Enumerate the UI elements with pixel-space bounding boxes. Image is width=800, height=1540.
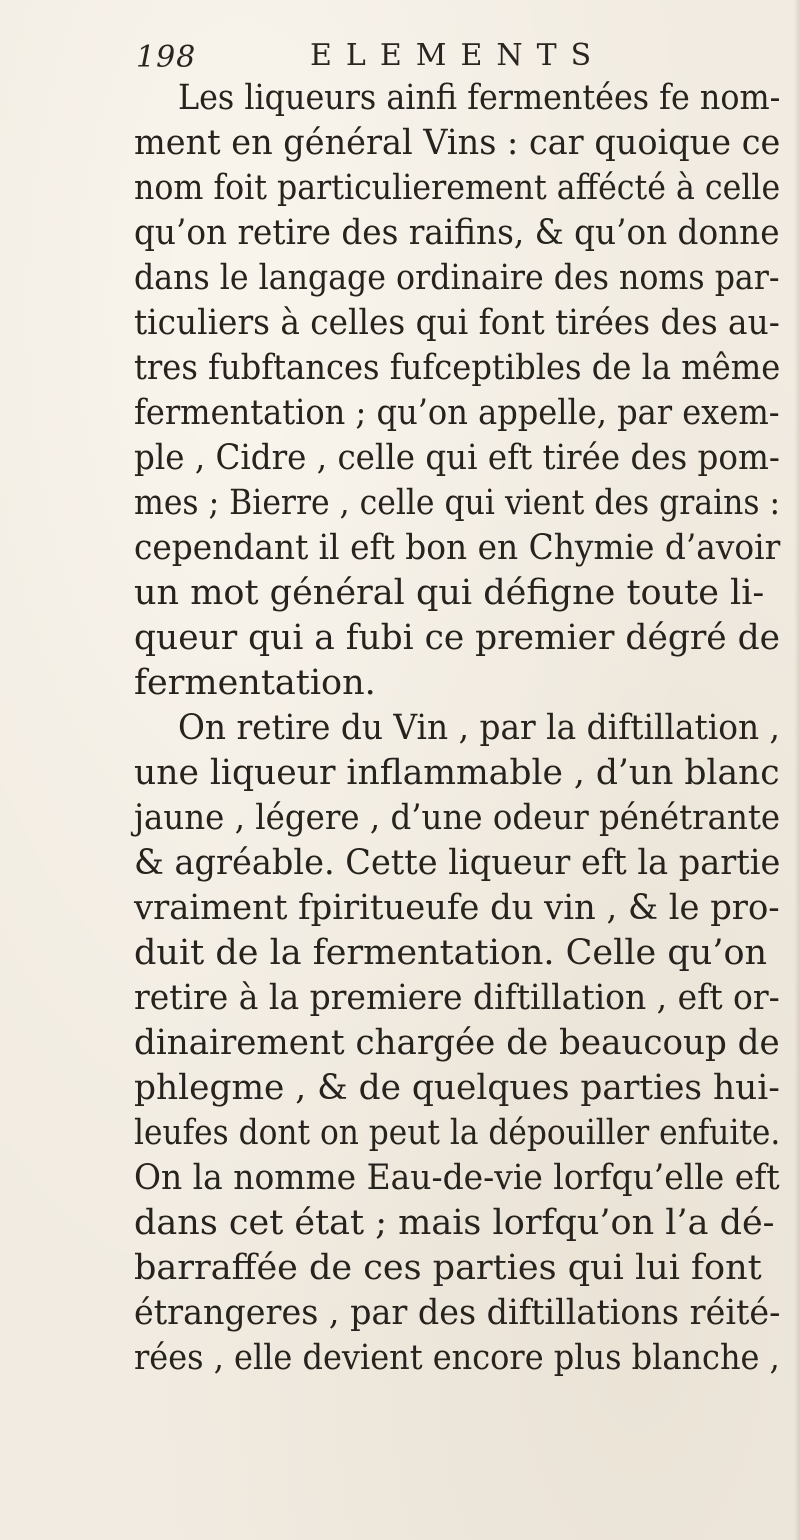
text-line: rées , elle devient encore plus blanche , (134, 1338, 780, 1378)
page-edge-shadow (794, 0, 800, 1540)
text-line: phlegme , & de quelques parties hui- (134, 1068, 780, 1108)
text-line: tres fubftances fufceptibles de la même (134, 348, 781, 388)
text-line: cependant il eft bon en Chymie d’avoir (134, 528, 781, 568)
text-line: jaune , légere , d’une odeur pénétrante (134, 798, 781, 838)
text-line: étrangeres , par des diftillations réité- (134, 1293, 781, 1333)
text-line: dinairement chargée de beaucoup de (134, 1023, 780, 1063)
text-line: fermentation ; qu’on appelle, par exem- (134, 393, 780, 433)
text-line: & agréable. Cette liqueur eft la partie (134, 843, 781, 883)
text-line: un mot général qui défigne toute li- (134, 573, 765, 613)
running-head: ELEMENTS (310, 38, 606, 73)
text-line: leufes dont on peut la dépouiller enfuite. (134, 1113, 781, 1153)
text-line: nom foit particulierement affécté à celle (134, 168, 781, 208)
text-line: Les liqueurs ainfi fermentées fe nom- (178, 78, 781, 118)
page-number: 198 (136, 40, 197, 75)
text-line: retire à la premiere diftillation , eft or- (134, 978, 780, 1018)
text-line: ticuliers à celles qui font tirées des au- (134, 303, 780, 343)
text-line: vraiment fpiritueufe du vin , & le pro- (134, 888, 780, 928)
text-line: dans le langage ordinaire des noms par- (134, 258, 780, 298)
text-line: queur qui a fubi ce premier dégré de (134, 618, 781, 658)
text-line: mes ; Bierre , celle qui vient des grains : (134, 483, 781, 523)
text-line: ple , Cidre , celle qui eft tirée des pom- (134, 438, 780, 478)
text-line: ment en général Vins : car quoique ce (134, 123, 781, 163)
text-line: dans cet état ; mais lorfqu’on l’a dé- (134, 1203, 775, 1243)
text-line: qu’on retire des raifins, & qu’on donne (134, 213, 780, 253)
text-line: On retire du Vin , par la diftillation , (178, 708, 780, 748)
text-line: barraffée de ces parties qui lui font (134, 1248, 762, 1288)
text-line: On la nomme Eau-de-vie lorfqu’elle eft (134, 1158, 780, 1198)
text-line: duit de la fermentation. Celle qu’on (134, 933, 768, 973)
text-line: fermentation. (134, 663, 376, 703)
text-line: une liqueur inflammable , d’un blanc (134, 753, 780, 793)
